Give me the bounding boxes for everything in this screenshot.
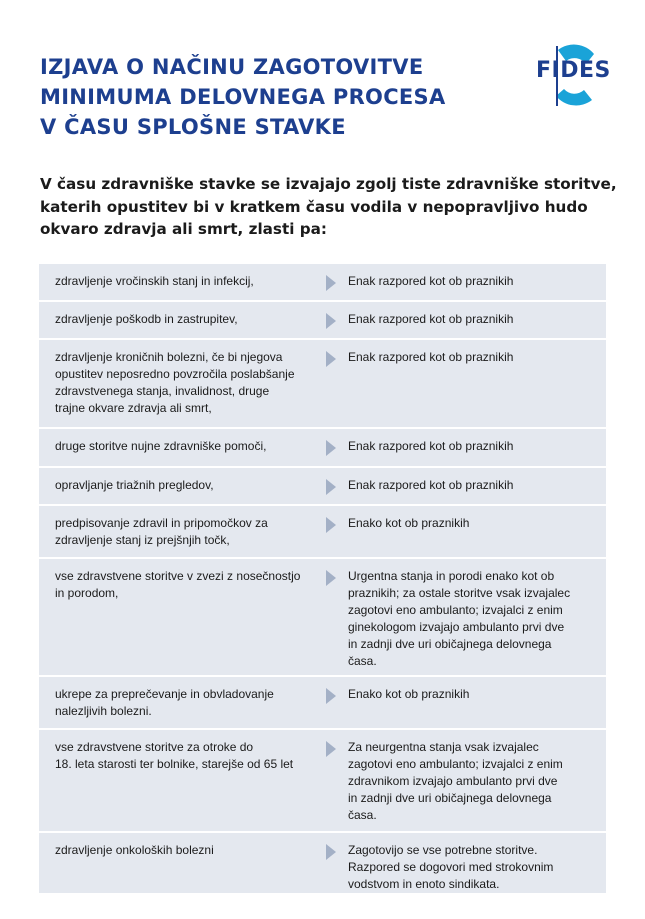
chevron-right-icon [326,517,336,533]
service-description [55,515,317,549]
service-description-line: zdravljenje vročinskih stanj in infekcij, [55,274,254,288]
service-description [55,273,317,290]
title-line: MINIMUMA DELOVNEGA PROCESA [40,85,446,109]
service-description-line: 18. leta starosti ter bolnike, starejše od 65 let [55,757,294,771]
table-row [39,264,606,302]
table-row [39,506,606,559]
schedule-description-line: Enako kot ob praznikih [348,516,470,530]
chevron-right-icon [326,440,336,456]
schedule-description-line: Enako kot ob praznikih [348,687,470,701]
chevron-right-icon [326,479,336,495]
schedule-description-line: Urgentna stanja in porodi enako kot ob [348,569,555,583]
service-description-line: zdravljenje poškodb in zastrupitev, [55,312,238,326]
service-description [55,842,317,859]
schedule-description [348,739,593,824]
chevron-right-icon [326,688,336,704]
schedule-description [348,568,593,670]
table-row [39,677,606,730]
service-description-line: predpisovanje zdravil in pripomočkov za [55,516,268,530]
fides-logo [534,44,612,108]
chevron-right-icon [326,313,336,329]
service-description-line: in porodom, [55,586,119,600]
schedule-description-line: in zadnji dve uri običajnega delovnega [348,791,552,805]
chevron-right-icon [326,351,336,367]
service-description [55,686,317,720]
service-description-line: trajne okvare zdravja ali smrt, [55,401,212,415]
schedule-description-line: Enak razpored kot ob praznikih [348,274,514,288]
table-row [39,559,606,677]
service-description [55,349,317,417]
intro-line: okvaro zdravja ali smrt, zlasti pa: [40,220,327,238]
schedule-description [348,842,593,893]
service-description [55,477,317,494]
intro-line: V času zdravniške stavke se izvajajo zgolj tiste zdravniške storitve, [40,175,617,193]
schedule-description-line: praznikih; za ostale storitve vsak izvajalec [348,586,571,600]
schedule-description-line: Enak razpored kot ob praznikih [348,439,514,453]
chevron-right-icon [326,570,336,586]
table-row [39,429,606,468]
service-description-line: zdravljenje kroničnih bolezni, če bi njegova [55,350,283,364]
page-title [40,52,480,142]
title-line: V ČASU SPLOŠNE STAVKE [40,115,346,139]
service-description-line: zdravljenje onkoloških bolezni [55,843,214,857]
service-description-line: ukrepe za preprečevanje in obvladovanje [55,687,274,701]
schedule-description-line: Razpored se dogovori med strokovnim [348,860,554,874]
table-row [39,833,606,893]
service-description [55,311,317,328]
schedule-description-line: zagotovi eno ambulanto; izvajalci z enim [348,603,563,617]
intro-line: katerih opustitev bi v kratkem času vodila v nepopravljivo hudo [40,197,588,216]
service-description-line: zdravstvenega stanja, invalidnost, druge [55,384,270,398]
table-row [39,340,606,429]
service-description-line: nalezljivih bolezni. [55,704,152,718]
schedule-description-line: Enak razpored kot ob praznikih [348,350,514,364]
schedule-description-line: Enak razpored kot ob praznikih [348,312,514,326]
schedule-description [348,438,593,455]
schedule-description-line: in zadnji dve uri običajnega delovnega [348,637,552,651]
schedule-description-line: časa. [348,654,377,668]
schedule-description [348,477,593,494]
table-row [39,302,606,340]
logo-text: FIDES [536,58,611,83]
service-description-line: opravljanje triažnih pregledov, [55,478,214,492]
service-description-line: vse zdravstvene storitve za otroke do [55,740,254,754]
service-description-line: zdravljenje stanj iz prejšnjih točk, [55,533,230,547]
service-description-line: opustitev neposredno povzročila poslabšanje [55,367,295,381]
service-description-line: vse zdravstvene storitve v zvezi z nosečnostjo [55,569,301,583]
schedule-description-line: vodstvom in enoto sindikata. [348,877,500,891]
schedule-description-line: zdravnikom izvajajo ambulanto prvi dve [348,774,558,788]
schedule-description-line: Za neurgentna stanja vsak izvajalec [348,740,539,754]
schedule-description [348,686,593,703]
schedule-description-line: časa. [348,808,377,822]
table-row [39,468,606,506]
services-table [39,264,606,893]
intro-text [40,173,617,241]
schedule-description-line: Zagotovijo se vse potrebne storitve. [348,843,538,857]
schedule-description [348,515,593,532]
service-description [55,438,317,455]
schedule-description-line: Enak razpored kot ob praznikih [348,478,514,492]
chevron-right-icon [326,844,336,860]
chevron-right-icon [326,741,336,757]
schedule-description [348,349,593,366]
chevron-right-icon [326,275,336,291]
service-description-line: druge storitve nujne zdravniške pomoči, [55,439,267,453]
schedule-description [348,311,593,328]
service-description [55,739,317,773]
schedule-description-line: ginekologom izvajajo ambulanto prvi dve [348,620,565,634]
schedule-description-line: zagotovi eno ambulanto; izvajalci z enim [348,757,563,771]
schedule-description [348,273,593,290]
title-line: IZJAVA O NAČINU ZAGOTOVITVE [40,55,424,79]
table-row [39,730,606,833]
service-description [55,568,317,602]
